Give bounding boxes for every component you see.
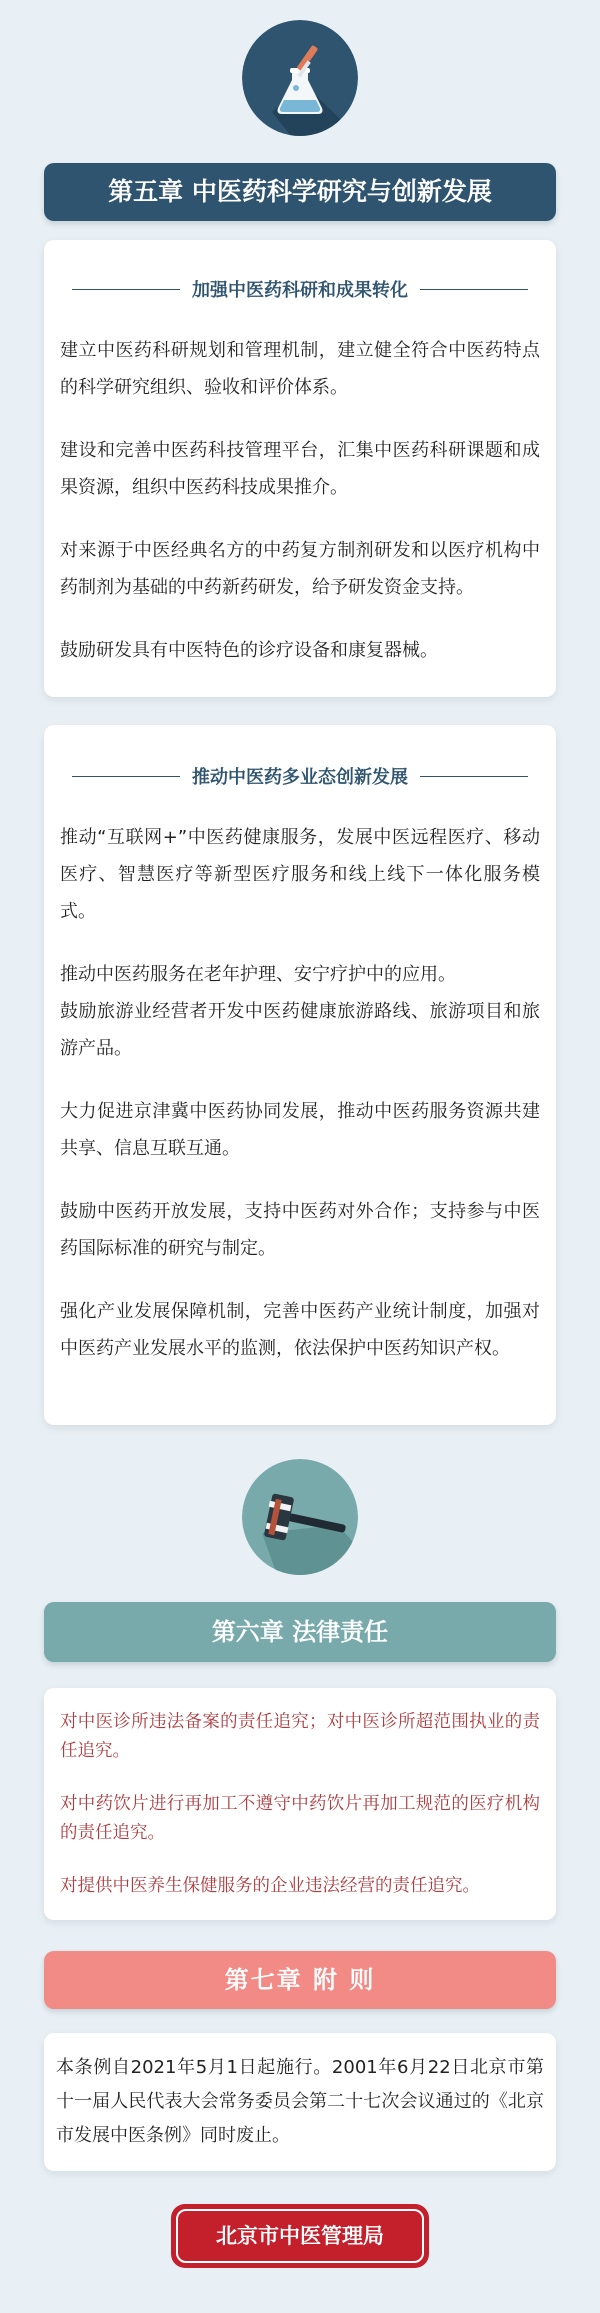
section-heading: [60, 761, 540, 791]
flask-dropper-icon: [242, 20, 358, 136]
section-card-research: [44, 240, 556, 697]
section-card-liability: [44, 1688, 556, 1920]
paragraph: 对提供中医养生保健服务的企业违法经营的责任追究。: [60, 1876, 480, 1896]
divider: [420, 776, 528, 777]
paragraph: 鼓励旅游业经营者开发中医药健康旅游路线、旅游项目和旅游产品。: [60, 1001, 540, 1059]
section-heading-text: 加强中医药科研和成果转化: [192, 280, 408, 301]
divider: [72, 289, 180, 290]
issuer-stamp-text: 北京市中医管理局: [176, 2209, 424, 2263]
chapter-7-banner: 第七章 附 则: [44, 1951, 556, 2009]
paragraph: 对中医诊所违法备案的责任追究；对中医诊所超范围执业的责任追究。: [60, 1712, 540, 1761]
divider: [420, 289, 528, 290]
paragraph: 对来源于中医经典名方的中药复方制剂研发和以医疗机构中药制剂为基础的中药新药研发，给予研发资金支持。: [60, 540, 540, 598]
paragraph: 强化产业发展保障机制，完善中医药产业统计制度，加强对中医药产业发展水平的监测，依法保护中医药知识产权。: [60, 1301, 540, 1359]
paragraph: 鼓励中医药开放发展，支持中医药对外合作；支持参与中医药国际标准的研究与制定。: [60, 1201, 540, 1259]
paragraph: 大力促进京津冀中医药协同发展，推动中医药服务资源共建共享、信息互联互通。: [60, 1101, 540, 1159]
gavel-icon: [242, 1459, 358, 1575]
paragraph: 推动中医药服务在老年护理、安宁疗护中的应用。: [60, 964, 456, 985]
section-heading: [60, 274, 540, 304]
paragraph: 推动“互联网+”中医药健康服务，发展中医远程医疗、移动医疗、智慧医疗等新型医疗服务和线上线下一体化服务模式。: [60, 827, 540, 922]
issuer-stamp: [171, 2204, 429, 2268]
chapter-6-banner: 第六章 法律责任: [44, 1602, 556, 1662]
chapter-5-banner: 第五章 中医药科学研究与创新发展: [44, 163, 556, 221]
paragraph: 本条例自2021年5月1日起施行。2001年6月22日北京市第十一届人民代表大会常务委员会第二十七次会议通过的《北京市发展中医条例》同时废止。: [56, 2057, 544, 2146]
section-card-innovation: [44, 725, 556, 1425]
section-heading-text: 推动中医药多业态创新发展: [192, 767, 408, 788]
divider: [72, 776, 180, 777]
section-card-supplementary: [44, 2033, 556, 2171]
paragraph: 对中药饮片进行再加工不遵守中药饮片再加工规范的医疗机构的责任追究。: [60, 1794, 540, 1843]
paragraph: 建立中医药科研规划和管理机制，建立健全符合中医药特点的科学研究组织、验收和评价体系。: [60, 340, 540, 398]
paragraph: 鼓励研发具有中医特色的诊疗设备和康复器械。: [60, 640, 438, 661]
paragraph: 建设和完善中医药科技管理平台，汇集中医药科研课题和成果资源，组织中医药科技成果推介。: [60, 440, 540, 498]
